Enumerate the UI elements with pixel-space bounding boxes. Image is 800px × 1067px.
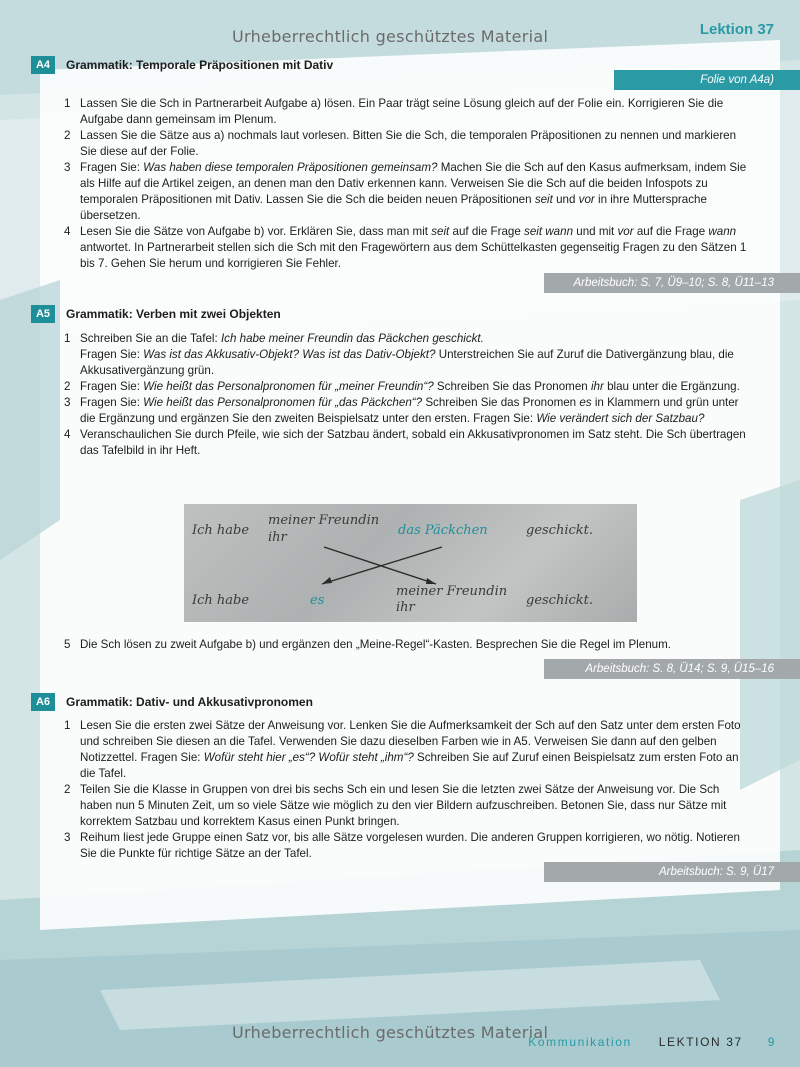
folie-banner: Folie von A4a) [614, 70, 800, 90]
footer-category: Kommunikation [528, 1035, 632, 1049]
board-row1-dative-pronoun: ihr [268, 530, 287, 545]
instruction-step [64, 128, 754, 160]
step-number: 4 [64, 225, 71, 238]
instruction-step [64, 637, 754, 653]
board-row2-dative-noun: meiner Freundin [396, 584, 508, 599]
workbook-ref-a6: Arbeitsbuch: S. 9, Ü17 [544, 862, 800, 882]
steps-list-a6 [64, 718, 754, 862]
step-text: Veranschaulichen Sie durch Pfeile, wie sich der Satzbau ändert, sobald ein Akkusativpronomen im Satz steht. Die Sch übertragen das Tafelbild in ihr Heft. [80, 428, 746, 457]
step-text-italic: wann [708, 225, 737, 238]
step-text-italic: vor [578, 193, 595, 206]
steps-list-a4 [64, 96, 754, 272]
step-number: 1 [64, 97, 71, 110]
board-row2-dative-pronoun: ihr [396, 600, 415, 615]
instruction-step [64, 160, 754, 224]
step-text: in ihre Muttersprache übersetzen. [80, 193, 707, 222]
board-row1-accusative: das Päckchen [398, 523, 488, 538]
watermark-bottom: Urheberrechtlich geschütztes Material [232, 1023, 549, 1042]
instruction-step [64, 331, 754, 379]
step-number: 3 [64, 831, 71, 844]
step-number: 2 [64, 380, 71, 393]
step-text-italic: seit [431, 225, 450, 238]
step-text-italic: vor [617, 225, 634, 238]
steps-list-a5-after [64, 637, 754, 653]
step-text: Machen Sie die Sch auf den Kasus aufmerksam, indem Sie als Hilfe auf die Artikel zeigen, an denen man den Dativ erkennen kann. Verweisen Sie die Sch auf die beiden Infospots zu temporalen Präpositionen mit Dativ. Lassen Sie die Sch die beiden neuen Präpositionen [80, 161, 747, 206]
instruction-step [64, 395, 754, 427]
page-number: 9 [767, 1035, 776, 1049]
step-text-italic: Ich habe meiner Freundin das Päckchen geschickt. [220, 332, 484, 345]
workbook-ref-a5: Arbeitsbuch: S. 8, Ü14; S. 9, Ü15–16 [544, 659, 800, 679]
step-text-italic: Wie heißt das Personalpronomen für „meiner Freundin“? [143, 380, 434, 393]
instruction-step [64, 379, 754, 395]
step-text-italic: seit wann [524, 225, 574, 238]
watermark-top: Urheberrechtlich geschütztes Material [232, 27, 549, 46]
instruction-step [64, 224, 754, 272]
instruction-step [64, 718, 754, 782]
section-title-a6: Grammatik: Dativ- und Akkusativpronomen [66, 695, 313, 709]
board-row1-subject: Ich habe [192, 523, 250, 538]
step-text: und [552, 193, 579, 206]
step-text: Fragen Sie: [80, 161, 144, 174]
step-text: Lesen Sie die ersten zwei Sätze der Anweisung vor. Lenken Sie die Aufmerksamkeit der Sch auf den Satz unter dem ersten Foto und schreiben Sie diesen an die Tafel. Verwenden Sie dazu dieselben Farben wie in A5. Verweisen Sie dann auf den gelben Notizzettel. Fragen Sie: [80, 719, 741, 764]
section-badge-a4: A4 [31, 56, 55, 74]
step-number: 5 [64, 638, 71, 651]
step-text: Teilen Sie die Klasse in Gruppen von drei bis sechs Sch ein und lesen Sie die letzten zwei Sätze der Anweisung vor. Die Sch haben nun 5 Minuten Zeit, um so viele Sätze wie möglich zu den vier Bildern aufzuschreiben. Betonen Sie, dass nur Sätze mit korrektem Satzbau und korrektem Kasus einen Punkt bringen. [80, 783, 727, 828]
step-text-italic: seit [534, 193, 553, 206]
step-text: Schreiben Sie auf Zuruf einen Beispielsatz zum ersten Foto an die Tafel. [80, 751, 739, 780]
lesson-title: Lektion 37 [699, 21, 774, 38]
step-text: und mit [573, 225, 618, 238]
instruction-step [64, 782, 754, 830]
step-number: 3 [64, 396, 71, 409]
step-text: Die Sch lösen zu zweit Aufgabe b) und ergänzen den „Meine-Regel“-Kasten. Besprechen Sie die Regel im Plenum. [80, 638, 671, 651]
footer [528, 1035, 776, 1049]
steps-list-a5 [64, 331, 754, 459]
step-text-italic: es [579, 396, 592, 409]
footer-lektion: LEKTION 37 [658, 1035, 743, 1049]
section-title-a4: Grammatik: Temporale Präpositionen mit Dativ [66, 58, 334, 72]
step-text-italic: Was haben diese temporalen Präpositionen gemeinsam? [143, 161, 438, 174]
step-number: 1 [64, 332, 71, 345]
board-row1-verb: geschickt. [526, 523, 594, 538]
step-text-italic: Wie verändert sich der Satzbau? [536, 412, 705, 425]
instruction-step [64, 427, 754, 459]
step-text: Schreiben Sie das Pronomen [433, 380, 591, 393]
instruction-step [64, 96, 754, 128]
step-number: 2 [64, 129, 71, 142]
step-text: Schreiben Sie das Pronomen [422, 396, 580, 409]
step-text: Lassen Sie die Sch in Partnerarbeit Aufgabe a) lösen. Ein Paar trägt seine Lösung gleich auf der Folie ein. Korrigieren Sie die Aufgabe dann gemeinsam im Plenum. [80, 97, 724, 126]
step-text: Lassen Sie die Sätze aus a) nochmals laut vorlesen. Bitten Sie die Sch, die temporalen Präpositionen zu nennen und markieren Sie diese auf der Folie. [80, 129, 737, 158]
step-text: blau unter die Ergänzung. [603, 380, 740, 393]
step-text: Unterstreichen Sie auf Zuruf die Dativergänzung blau, die Akkusativergänzung grün. [80, 348, 734, 377]
step-number: 1 [64, 719, 71, 732]
step-text: Lesen Sie die Sätze von Aufgabe b) vor. Erklären Sie, dass man mit [80, 225, 432, 238]
board-row1-dative-noun: meiner Freundin [268, 513, 380, 528]
step-text: Fragen Sie: [80, 348, 144, 361]
board-row2-verb: geschickt. [526, 593, 594, 608]
step-text-italic: Wie heißt das Personalpronomen für „das Päckchen“? [143, 396, 423, 409]
board-row2-subject: Ich habe [192, 593, 250, 608]
step-text: Reihum liest jede Gruppe einen Satz vor, bis alle Sätze vorgelesen wurden. Die anderen Gruppen korrigieren, wo nötig. Notieren Sie die Punkte für richtige Sätze an der Tafel. [80, 831, 740, 860]
section-badge-a6: A6 [31, 693, 55, 711]
step-text: auf die Frage [449, 225, 525, 238]
section-badge-a5: A5 [31, 305, 55, 323]
instruction-step [64, 830, 754, 862]
step-text: antwortet. In Partnerarbeit stellen sich die Sch mit den Fragewörtern aus dem Schüttelkasten gegenseitig Fragen zu den Sätzen 1 bis 7. Gehen Sie herum und korrigieren Sie Fehler. [80, 241, 747, 270]
step-number: 4 [64, 428, 71, 441]
board-row2-accusative: es [310, 593, 325, 608]
step-number: 2 [64, 783, 71, 796]
section-title-a5: Grammatik: Verben mit zwei Objekten [66, 307, 281, 321]
step-text: auf die Frage [633, 225, 709, 238]
step-text: Fragen Sie: [80, 396, 144, 409]
workbook-ref-a4: Arbeitsbuch: S. 7, Ü9–10; S. 8, Ü11–13 [544, 273, 800, 293]
step-text-italic: Was ist das Akkusativ-Objekt? Was ist das Dativ-Objekt? [143, 348, 436, 361]
step-text: Schreiben Sie an die Tafel: [80, 332, 221, 345]
step-text-italic: Wofür steht hier „es“? Wofür steht „ihm“? [203, 751, 414, 764]
blackboard-image [184, 504, 637, 622]
step-text: Fragen Sie: [80, 380, 144, 393]
step-text: in Klammern und grün unter die Ergänzung und ergänzen Sie den zweiten Beispielsatz unter den ersten. Fragen Sie: [80, 396, 739, 425]
step-text-italic: ihr [590, 380, 604, 393]
step-number: 3 [64, 161, 71, 174]
